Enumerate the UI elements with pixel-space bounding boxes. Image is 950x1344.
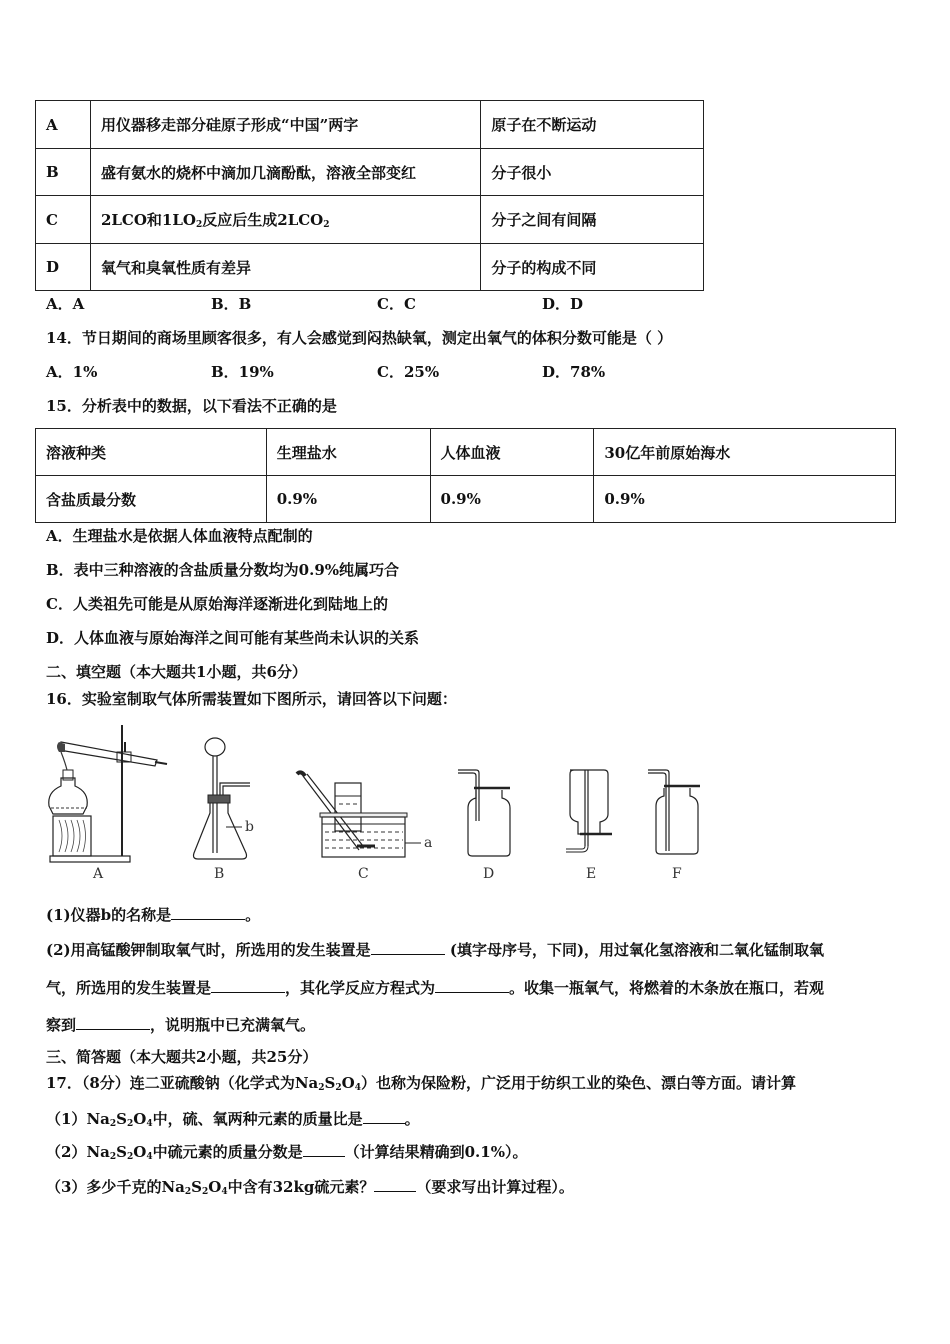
q16-sub2-text: ，其化学反应方程式为 (285, 979, 436, 997)
apparatus-b-icon (190, 735, 270, 860)
q15-stem: 15．分析表中的数据，以下看法不正确的是 (46, 397, 337, 415)
q16-sub2-line1 (46, 939, 824, 960)
q14-stem: 14．节日期间的商场里顾客很多，有人会感觉到闷热缺氧，测定出氧气的体积分数可能是（ ） (46, 329, 673, 347)
q16-sub2-text: (2)用高锰酸钾制取氧气时，所选用的发生装置是 (46, 941, 371, 959)
value-cell: 0.9% (266, 476, 430, 523)
apparatus-d-icon (458, 768, 520, 860)
phenomenon-text: 反应后生成2LCO (202, 211, 324, 229)
apparatus-label-b: B (214, 866, 225, 882)
q17-sub-text: （2） (46, 1143, 87, 1161)
explanation-cell: 分子之间有间隔 (481, 196, 704, 244)
answer-blank[interactable] (374, 1176, 416, 1192)
q13-choice-a[interactable]: A．A (46, 295, 85, 313)
subscript: 4 (146, 1152, 153, 1162)
apparatus-a-icon (45, 720, 170, 865)
apparatus-label-a: A (93, 866, 104, 882)
phenomenon-cell: 氧气和臭氧性质有差异 (90, 244, 480, 291)
answer-blank[interactable] (76, 1014, 150, 1030)
q16-sub1 (46, 904, 260, 925)
formula-text: O (341, 1074, 355, 1092)
explanation-cell: 原子在不断运动 (481, 101, 704, 149)
table-row (36, 101, 704, 149)
subscript: 2 (109, 1119, 117, 1129)
answer-blank[interactable] (371, 939, 445, 955)
explanation-cell: 分子的构成不同 (481, 244, 704, 291)
table-header-row (36, 429, 896, 476)
header-cell: 生理盐水 (266, 429, 430, 476)
formula-text: S (116, 1110, 127, 1128)
answer-blank[interactable] (363, 1108, 405, 1124)
q13-choice-c[interactable]: C．C (377, 295, 416, 313)
q17-sub-text: （要求写出计算过程）。 (416, 1178, 574, 1196)
q17-sub-text: （计算结果精确到0.1%）。 (344, 1143, 528, 1161)
q16-sub2-line2 (46, 977, 824, 998)
option-cell: C (36, 196, 91, 244)
formula-text: Na (86, 1143, 110, 1161)
value-cell: 0.9% (430, 476, 594, 523)
subscript: 4 (354, 1083, 361, 1093)
apparatus-c-icon (295, 768, 415, 858)
formula-text: Na (86, 1110, 110, 1128)
apparatus-label-d: D (483, 866, 495, 882)
header-cell: 溶液种类 (36, 429, 267, 476)
subscript: 2 (202, 1187, 209, 1197)
formula-text: O (133, 1143, 147, 1161)
q15-choice-a[interactable]: A．生理盐水是依据人体血液特点配制的 (46, 527, 313, 545)
header-cell: 30亿年前原始海水 (594, 429, 896, 476)
q17-sub-text: （3）多少千克的 (46, 1178, 162, 1196)
q17-sub-text: 。 (404, 1110, 420, 1128)
q17-sub-text: 中硫元素的质量分数是 (152, 1143, 303, 1161)
apparatus-label-c: C (358, 866, 369, 882)
q17-sub-text: 中含有32kg硫元素？ (227, 1178, 375, 1196)
formula-text: O (208, 1178, 222, 1196)
q16-sub2-line3 (46, 1014, 315, 1035)
q13-choice-d[interactable]: D．D (542, 295, 584, 313)
part-label-b: b (245, 819, 254, 835)
answer-blank[interactable] (211, 977, 285, 993)
q17-sub-text: 中，硫、氧两种元素的质量比是 (152, 1110, 363, 1128)
q17-sub3 (46, 1176, 574, 1197)
apparatus-e-icon (560, 768, 618, 860)
q17-stem-text: 17．（8分）连二亚硫酸钠（化学式为Na (46, 1074, 319, 1092)
subscript: 2 (126, 1119, 134, 1129)
q13-choice-b[interactable]: B．B (211, 295, 252, 313)
q14-choice-b[interactable]: B．19% (211, 363, 274, 381)
option-cell: B (36, 149, 91, 196)
formula-text: S (116, 1143, 127, 1161)
option-cell: A (36, 101, 91, 149)
q14-choice-c[interactable]: C．25% (377, 363, 440, 381)
formula-text: S (324, 1074, 336, 1092)
q16-sub2-text: 。收集一瓶氧气，将燃着的木条放在瓶口，若观 (509, 979, 825, 997)
q17-sub2 (46, 1141, 527, 1162)
formula-text: S (191, 1178, 202, 1196)
q17-sub-text: （1） (46, 1110, 87, 1128)
apparatus-label-f: F (672, 866, 682, 882)
subscript: 2 (318, 1083, 325, 1093)
answer-blank[interactable] (303, 1141, 345, 1157)
q16-stem: 16．实验室制取气体所需装置如下图所示，请回答以下问题： (46, 690, 457, 708)
subscript: 2 (335, 1083, 342, 1093)
q17-stem (46, 1073, 796, 1093)
subscript: 2 (184, 1187, 192, 1197)
q15-table (35, 428, 896, 523)
q16-sub2-text: 察到 (46, 1016, 77, 1034)
row-label-cell: 含盐质最分数 (36, 476, 267, 523)
q16-sub1-end: 。 (245, 906, 261, 924)
part-label-a: a (424, 835, 433, 851)
q14-choice-a[interactable]: A．1% (46, 363, 98, 381)
formula-text: Na (161, 1178, 185, 1196)
q15-choice-c[interactable]: C．人类祖先可能是从原始海洋逐渐进化到陆地上的 (46, 595, 388, 613)
answer-blank[interactable] (171, 904, 245, 920)
q15-choice-b[interactable]: B．表中三种溶液的含盐质量分数均为0.9%纯属巧合 (46, 561, 400, 579)
q16-sub2-text: ，说明瓶中已充满氧气。 (150, 1016, 316, 1034)
explanation-cell: 分子很小 (481, 149, 704, 196)
section-2-heading: 二、填空题（本大题共1小题，共6分） (46, 663, 307, 681)
q17-stem-text: ）也称为保险粉，广泛用于纺织工业的染色、漂白等方面。请计算 (360, 1074, 796, 1092)
phenomenon-text: 2LCO和1LO (100, 211, 196, 229)
value-cell: 0.9% (594, 476, 896, 523)
q16-sub1-text: (1)仪器b的名称是 (46, 906, 172, 924)
q16-sub2-text: 气，所选用的发生装置是 (46, 979, 212, 997)
subscript: 2 (323, 220, 330, 230)
apparatus-f-icon (648, 768, 710, 860)
formula-text: O (133, 1110, 147, 1128)
table-row (36, 244, 704, 291)
phenomenon-cell: 盛有氨水的烧杯中滴加几滴酚酞，溶液全部变红 (90, 149, 480, 196)
subscript: 2 (109, 1152, 117, 1162)
subscript: 4 (146, 1119, 153, 1129)
option-cell: D (36, 244, 91, 291)
subscript: 4 (221, 1187, 228, 1197)
table-row (36, 476, 896, 523)
answer-blank[interactable] (435, 977, 509, 993)
header-cell: 人体血液 (430, 429, 594, 476)
q13-table (35, 100, 704, 291)
q16-sub2-text: (填字母序号，下同)，用过氧化氢溶液和二氧化锰制取氧 (444, 941, 825, 959)
phenomenon-cell (90, 196, 480, 244)
q14-choice-d[interactable]: D．78% (542, 363, 606, 381)
table-row (36, 149, 704, 196)
subscript: 2 (195, 220, 203, 230)
q17-sub1 (46, 1108, 420, 1129)
phenomenon-cell: 用仪器移走部分硅原子形成“中国”两字 (90, 101, 480, 149)
apparatus-label-e: E (586, 866, 597, 882)
subscript: 2 (126, 1152, 134, 1162)
table-row (36, 196, 704, 244)
q15-choice-d[interactable]: D．人体血液与原始海洋之间可能有某些尚未认识的关系 (46, 629, 420, 647)
section-3-heading: 三、简答题（本大题共2小题，共25分） (46, 1048, 318, 1066)
